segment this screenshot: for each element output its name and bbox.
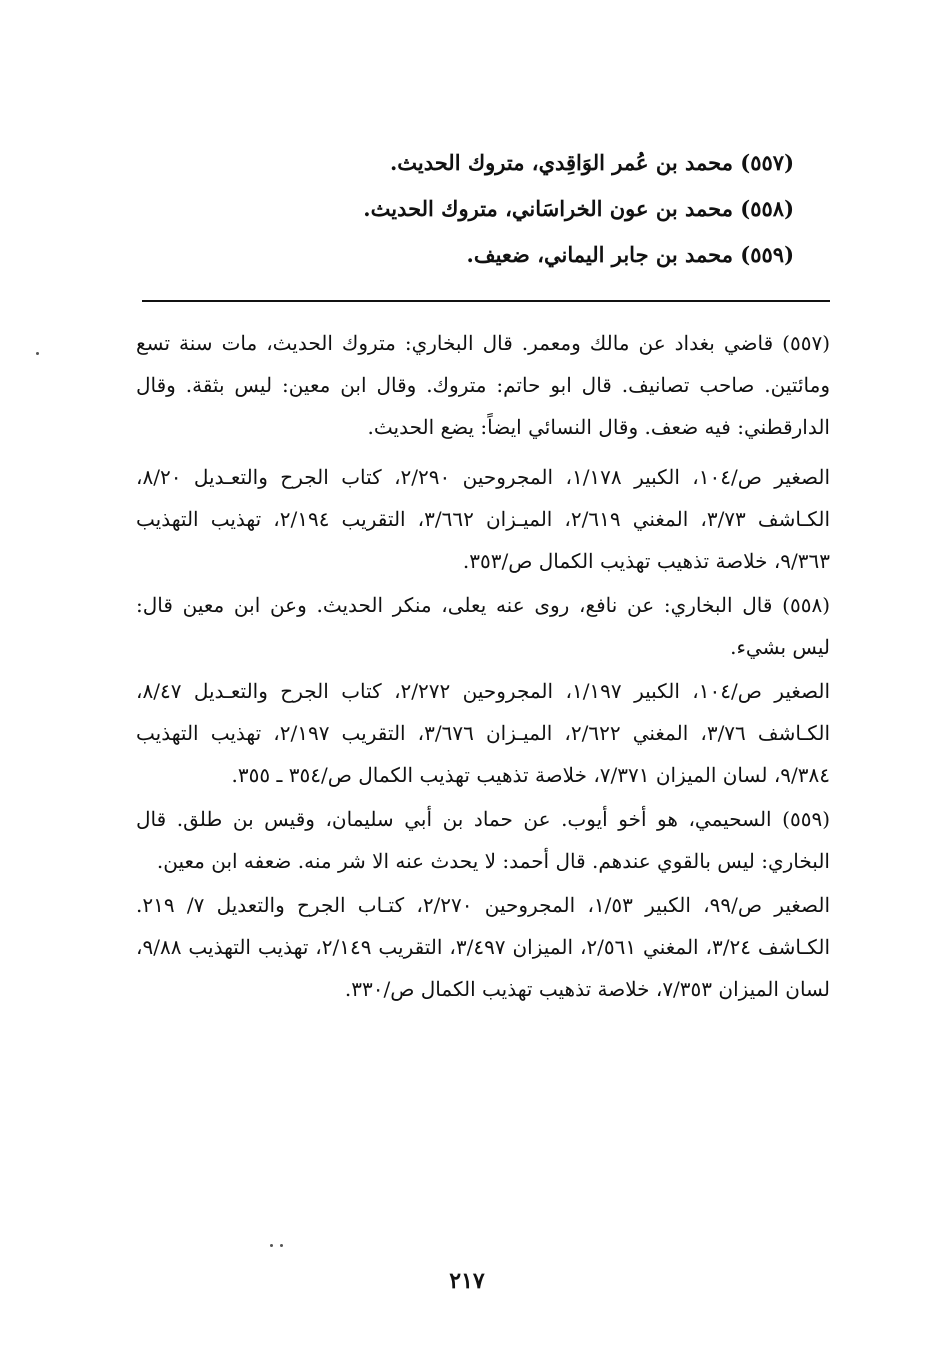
note-559-sources: الصغير ص/٩٩، الكبير ١/٥٣، المجروحين ٢/٢٧٠، كتـاب الجرح والتعديل ٧/ ٢١٩. الكـاشف ٣/٢٤، المغني ٢/٥٦١، الميزان ٣/٤٩٧، التقريب ٢/١٤٩، تهذيب التهذيب ٩/٨٨، لسان الميزان ٧/٣٥٣، خلاصة تذهيب تهذيب الكمال ص/٣٣٠. [136, 893, 831, 1001]
entry-558: (٥٥٨) محمد بن عون الخراسَاني، متروك الحديث. [363, 196, 794, 221]
main-entries [234, 140, 794, 278]
page-number: ٢١٧ [449, 1268, 485, 1294]
footnote-separator [142, 300, 830, 302]
footnotes [136, 322, 830, 1010]
note-559-text: (٥٥٩) السحيمي، هو أخو أيوب. عن حماد بن أبي سليمان، وقيس بن طلق. قال البخاري: ليس بالقوي عندهم. قال أحمد: لا يحدث عنه الا شر منه. ضعفه ابن معين. [136, 807, 830, 873]
scan-speck [280, 1244, 283, 1247]
note-557-sources: الصغير ص/١٠٤، الكبير ١/١٧٨، المجروحين ٢/٢٩٠، كتاب الجرح والتعـديل ٨/٢٠، الكـاشف ٣/٧٣، المغني ٢/٦١٩، الميـزان ٣/٦٦٢، التقريب ٢/١٩٤، تهذيب التهذيب ٩/٣٦٣، خلاصة تذهيب تهذيب الكمال ص/٣٥٣. [136, 465, 830, 573]
entry-559: (٥٥٩) محمد بن جابر اليماني، ضعيف. [466, 242, 794, 267]
note-558-sources: الصغير ص/١٠٤، الكبير ١/١٩٧، المجروحين ٢/٢٧٢، كتاب الجرح والتعـديل ٨/٤٧، الكـاشف ٣/٧٦، المغني ٢/٦٢٢، الميـزان ٣/٦٧٦، التقريب ٢/١٩٧، تهذيب التهذيب ٩/٣٨٤، لسان الميزان ٧/٣٧١، خلاصة تذهيب تهذيب الكمال ص/٣٥٤ ـ ٣٥٥. [136, 679, 830, 787]
note-557-text: (٥٥٧) قاضي بغداد عن مالك ومعمر. قال البخاري: متروك الحديث، مات سنة تسع ومائتين. صاحب تصانيف. قال ابو حاتم: متروك. وقال ابن معين: ليس بثقة. وقال الدارقطني: فيه ضعف. وقال النسائي ايضاً: يضع الحديث. [136, 331, 830, 439]
scan-speck [36, 352, 39, 355]
scan-speck [270, 1244, 273, 1247]
note-558-text: (٥٥٨) قال البخاري: عن نافع، روى عنه يعلى، منكر الحديث. وعن ابن معين قال: ليس بشيء. [136, 593, 830, 659]
entry-557: (٥٥٧) محمد بن عُمر الوَاقِدي، متروك الحديث. [389, 150, 794, 175]
